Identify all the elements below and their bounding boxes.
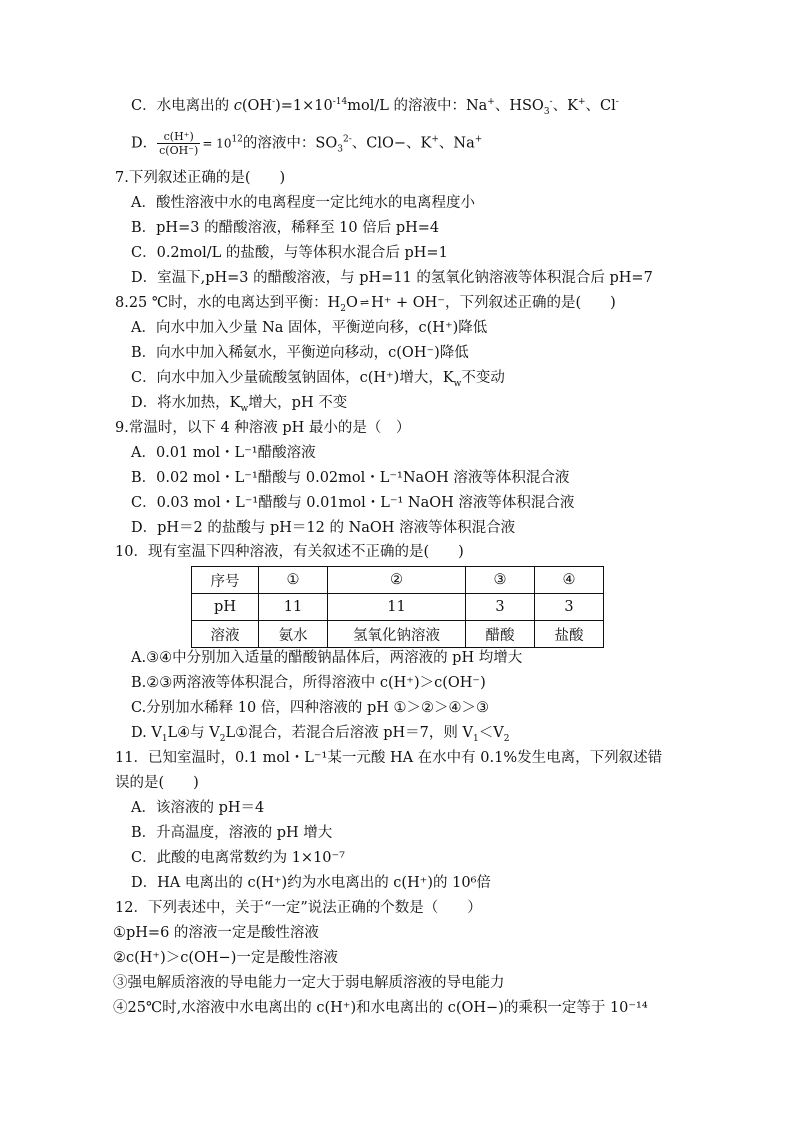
table-cell: 氨水 [259, 621, 328, 648]
q12-statement-1: ①pH=6 的溶液一定是酸性溶液 [113, 925, 319, 941]
q10-option-d: D. $V_1L④$与 $V_2L①$混合，若混合后溶液 pH＝7，则 $V_1<V_2$ [131, 725, 510, 744]
q8-option-a: A．向水中加入少量 Na 固体，平衡逆向移，c(H⁺)降低 [131, 320, 488, 336]
q11-option-b: B．升高温度，溶液的 pH 增大 [131, 825, 333, 841]
q9-option-b: B．0.02 mol・L⁻¹醋酸与 0.02mol・L⁻¹NaOH 溶液等体积混合液 [131, 470, 570, 486]
q7-option-a: A．酸性溶液中水的电离程度一定比纯水的电离程度小 [131, 195, 475, 211]
table-cell: ② [328, 567, 466, 594]
table-row [192, 567, 604, 594]
q12-stem: 12．下列表述中，关于“一定”说法正确的个数是（ ） [115, 900, 482, 916]
q11-option-c: C．此酸的电离常数约为 1×10⁻⁷ [131, 850, 345, 866]
q11-option-a: A．该溶液的 pH＝4 [131, 800, 265, 816]
q11-option-d: D．HA 电离出的 c(H⁺)约为水电离出的 c(H⁺)的 10⁶倍 [131, 875, 491, 891]
fraction: $\frac{c(H^+)}{c(OH^-)}$ [159, 130, 199, 157]
q9-option-a: A．0.01 mol・L⁻¹醋酸溶液 [131, 445, 316, 461]
q9-option-d: D．pH＝2 的盐酸与 pH＝12 的 NaOH 溶液等体积混合液 [131, 520, 516, 536]
q7-option-b: B．pH=3 的醋酸溶液，稀释至 10 倍后 pH=4 [131, 220, 440, 236]
table-cell: 溶液 [192, 621, 259, 648]
q12-statement-4: ④25℃时,水溶液中水电离出的 c(H⁺)和水电离出的 c(OH−)的乘积一定等于 10⁻¹⁴ [113, 1000, 648, 1016]
q7-option-d: D．室温下,pH=3 的醋酸溶液，与 pH=11 的氢氧化钠溶液等体积混合后 pH=7 [131, 270, 653, 286]
q10-option-a: A.③④中分别加入适量的醋酸钠晶体后，两溶液的 pH 均增大 [131, 650, 523, 666]
table-cell: 3 [466, 594, 535, 621]
q6-option-d: D． $\frac{c(H^+)}{c(OH^-)}$ = $10^{12}$的溶液中：$SO_3^{2-}$、ClO−、K+、Na+ [131, 130, 483, 157]
table-cell: ① [259, 567, 328, 594]
table-row [192, 594, 604, 621]
q7-option-c: C．0.2mol/L 的盐酸，与等体积水混合后 pH=1 [131, 245, 448, 261]
q9-stem: 9.常温时，以下 4 种溶液 pH 最小的是（ ） [115, 420, 411, 436]
q9-option-c: C．0.03 mol・L⁻¹醋酸与 0.01mol・L⁻¹ NaOH 溶液等体积混合液 [131, 495, 575, 511]
q8-option-b: B．向水中加入稀氨水，平衡逆向移动，c(OH⁻)降低 [131, 345, 469, 361]
q11-stem-line1: 11．已知室温时，0.1 mol・L⁻¹某一元酸 HA 在水中有 0.1%发生电离，下列叙述错 [115, 750, 663, 766]
q10-stem: 10．现有室温下四种溶液，有关叙述不正确的是( ) [115, 544, 464, 560]
table-row [192, 621, 604, 648]
table-cell: pH [192, 594, 259, 621]
q7-stem: 7.下列叙述正确的是( ) [115, 170, 286, 186]
table-cell: 氢氧化钠溶液 [328, 621, 466, 648]
table-cell: 11 [328, 594, 466, 621]
q11-stem-line2: 误的是( ) [115, 775, 199, 791]
table-cell: ③ [466, 567, 535, 594]
q12-statement-2: ②c(H⁺)＞c(OH−)一定是酸性溶液 [113, 950, 338, 966]
q8-option-d: D．将水加热，$K_w$增大，pH 不变 [131, 395, 348, 414]
table-cell: ④ [535, 567, 604, 594]
q12-statement-3: ③强电解质溶液的导电能力一定大于弱电解质溶液的导电能力 [113, 975, 505, 991]
q10-option-c: C.分别加水稀释 10 倍，四种溶液的 pH ①＞②＞④＞③ [131, 700, 489, 716]
table-cell: 盐酸 [535, 621, 604, 648]
table-cell: 11 [259, 594, 328, 621]
table-cell: 序号 [192, 567, 259, 594]
table-cell: 醋酸 [466, 621, 535, 648]
q8-option-c: C．向水中加入少量硫酸氢钠固体，c(H⁺)增大，$K_w$不变动 [131, 370, 505, 389]
q10-option-b: B.②③两溶液等体积混合，所得溶液中 c(H⁺)＞c(OH⁻) [131, 675, 486, 691]
table-cell: 3 [535, 594, 604, 621]
q8-stem: 8.25 ℃时，水的电离达到平衡：$H_2O$ ⇌ H⁺ + OH⁻，下列叙述正确的是( ) [115, 295, 616, 314]
q6-option-c: C．水电离出的 $c(OH^-)=1\times 10^{-14}mol/L$ 的溶液中：Na+、$HSO_3^-$、K+、Cl- [131, 97, 619, 117]
solution-table [191, 566, 604, 648]
